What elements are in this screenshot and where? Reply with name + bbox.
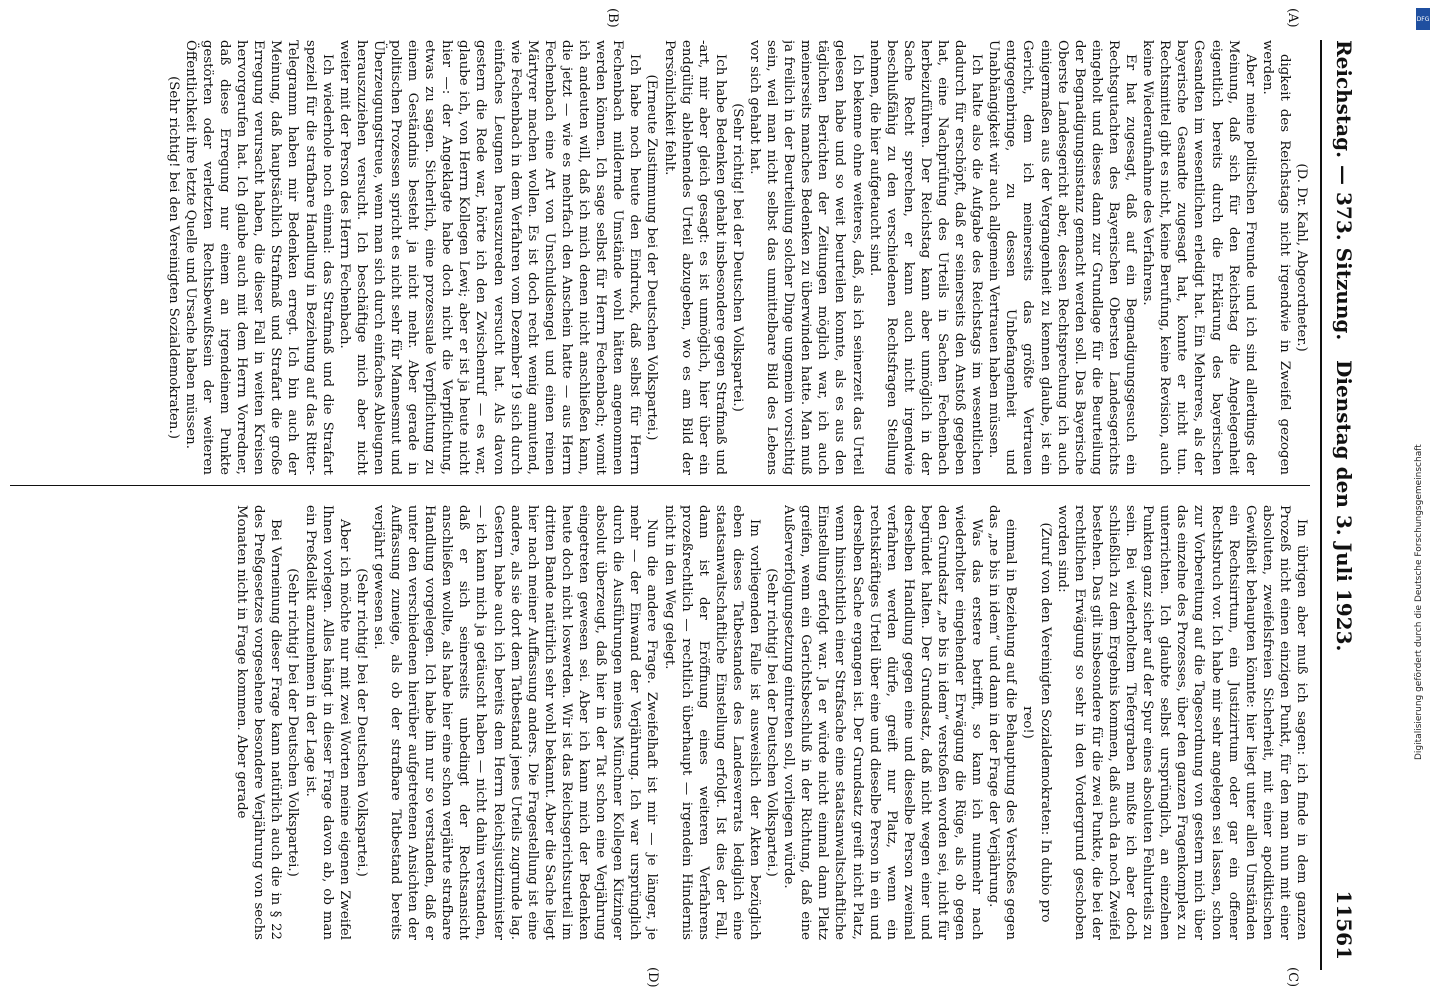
header-left: Reichstag. — 373. Sitzung. (1332, 40, 1356, 341)
page-header (1320, 40, 1362, 970)
paragraph: (D. Dr. Kahl, Abgeordneter.) (1294, 163, 1309, 352)
paragraph: (Sehr richtig! bei der Deutschen Volkspartei.) (353, 568, 369, 877)
paragraph: Ich halte also die Aufgabe des Reichstags im wesentlichen dadurch für erschöpft, daß er seinerseits den Anstoß gegeben hat, eine Nachprüfung des Urteils in Sachen Fechenbach herbeizuführen. Der Reichstag kann aber unmöglich in der Sache Recht sprechen, er kann auch nicht irgendwie beschlußfähig zu den verschiedenen Rechtsfragen Stellung nehmen, die hier aufgetaucht sind. (866, 40, 985, 475)
paragraph: (Sehr richtig! bei der Deutschen Volkspartei.) (764, 568, 780, 877)
paragraph: Er hat zugesagt, daß auf ein Begnadigungsgesuch ein Rechtsgutachten des Bayerischen Obersten Landesgerichts eingeholt und dieses dann zur Grundlage für die Beurteilung der Begnadigungsinstanz gemacht werden soll. Das Bayerische Oberste Landesgericht aber, dessen Rechtsprechung ich auch einigermaßen aus der Vergangenheit zu kennen glaube, ist ein Gericht, dem ich meinerseits das größte Vertrauen entgegenbringe, zu dessen Unbefangenheit und Unabhängigkeit wir auch allgemein Vertrauen haben müssen. (986, 40, 1139, 475)
paragraph: (Sehr richtig! bei der Deutschen Volkspartei.) (729, 103, 745, 412)
digitization-credit: Digitalisierung gefördert durch die Deutsche Forschungsgemeinschaft (1414, 444, 1424, 760)
paragraph: (Erneute Zustimmung bei der Deutschen Volkspartei.) (644, 74, 660, 441)
column-divider (10, 485, 1310, 486)
paragraph: Ich habe Bedenken gehabt insbesondere gegen Strafmaß und -art, mir aber gleich gesagt: es ist unmöglich, hier über ein endgültig ablehnendes Urteil abzugeben, wo es am Bild der Persönlichkeit fehlt. (661, 40, 728, 475)
paragraph: Ich habe noch heute den Eindruck, daß selbst für Herrn Fechenbach mildernde Umstände wohl hätten angenommen werden können. Ich sage selbst für Herrn Fechenbach; womit ich andeuten will, daß ich mich denen nicht anschließen kann, die jetzt — wie es mehrfach den Anschein hatte — aus Herrn Fechenbach eine Art von Unschuldsengel und einen reinen Märtyrer machen wollen. Es ist doch recht wenig anmutend, wie Fechenbach in dem Verfahren vom Dezember 19 sich durch einfaches Leugnen herauszureden versucht hat. Als davon gestern die Rede war, hörte ich den Zwischenruf — es war, glaube ich, von Herrn Kollegen Lewi; aber er ist ja heute nicht hier —: der Angeklagte habe doch nicht die Verpflichtung, etwas zu sagen. Sicherlich, eine prozessuale Verpflichtung zu einem Geständnis besteht ja nicht mehr. Aber gerade in politischen Prozessen spricht es nicht sehr für Mannesmut und Überzeugungstreue, wenn man sich durch einfaches Ableugnen herauszuziehen versucht. Ich beschäftige mich aber nicht weiter mit der Person des Herrn Fechenbach. (336, 40, 643, 475)
paragraph: Bei Verneinung dieser Frage kann natürlich auch die in § 22 des Preßgesetzes vorgesehene besondere Verjährung von sechs Monaten nicht in Frage kommen. Aber gerade (234, 505, 284, 940)
text-column-right (10, 505, 1310, 940)
dfg-logo: DFG (1416, 8, 1430, 30)
paragraph: (Sehr richtig! bei der Deutschen Volkspartei.) (285, 568, 301, 877)
paragraph: Was das erstere betrifft, so kann ich nunmehr nach wiederholter eingehender Erwägung die Rüge, als ob gegen den Grundsatz „ne bis in idem“ verstoßen worden sei, nicht für begründet halten. Der Grundsatz, daß nicht wegen einer und derselben Handlung gegen eine und dieselbe Person zweimal verfahren werden dürfe, greift nur Platz, wenn ein rechtskräftiges Urteil über eine und dieselbe Person in ein und derselben Sache ergangen ist. Der Grundsatz greift nicht Platz, wenn hinsichtlich einer Strafsache eine staatsanwaltschaftliche Einstellung erfolgt war. Ja er würde nicht einmal dann Platz greifen, wenn ein Gerichtsbeschluß in der Richtung, daß eine Außerverfolgungsetzung eintreten soll, vorliegen würde. (781, 505, 985, 940)
margin-mark-c: (C) (1285, 967, 1300, 988)
paragraph: Aber ich möchte nur mit zwei Worten meine eigenen Zweifel Ihnen vorlegen. Alles hängt in dieser Frage davon ab, ob man ein Preßdelikt anzunehmen in der Lage ist. (302, 505, 352, 940)
margin-mark-d: (D) (645, 967, 660, 988)
paragraph: Ich wiederhole noch einmal: das Strafmaß und die Strafart speziell für die strafbare Handlung in Beziehung auf das Ritter-Telegramm haben mir Bedenken erregt. Ich bin auch der Meinung, daß hauptsächlich Strafmaß und Strafart die große Erregung verursacht haben, die dieser Fall in weiten Kreisen hervorgerufen hat. Ich glaube auch mit dem Herrn Vorredner, daß diese Erregung nur einem an irgendeinem Punkte gestörten oder verletzten Rechtsbewußtsein der weiteren Öffentlichkeit ihre letzte Quelle und Ursache haben müssen. (182, 40, 335, 475)
paragraph: Im vorliegenden Falle ist ausweislich der Akten bezüglich eben dieses Tatbestandes des Landesverrats lediglich eine staatsanwaltschaftliche Einstellung erfolgt. Ist dies der Fall, dann ist der Eröffnung eines weiteren Verfahrens prozeßrechtlich — rechtlich überhaupt — irgendein Hindernis nicht in den Weg gelegt. (661, 505, 762, 940)
paragraph: digkeit des Reichstags nicht irgendwie in Zweifel gezogen werden. (1259, 40, 1292, 475)
paragraph: Im übrigen aber muß ich sagen: ich finde in dem ganzen Prozeß nicht einen einzigen Punkt, für den man nun mit einer absoluten, zweifelsfreien Sicherheit, mit einer apodiktischen Gewißheit behaupten könnte: hier liegt unter allen Umständen ein Rechtsirrtum, ein Justizirrtum oder gar ein offener Rechtsbruch vor. Ich habe mir sehr angelegen sei lassen, schon zur Vorbereitung auf die Tagesordnung von gestern mich über das einzelne des Prozesses, über den ganzen Fragenkomplex zu unterrichten. Ich glaubte selbst ursprünglich, an einzelnen Punkten ganz sicher auf der Spur eines absoluten Fehlurteils zu sein. Bei wiederholtem Tiefergraben mußte ich aber doch schließlich zu dem Ergebnis kommen, daß auch da noch Zweifel bestehen. Das gilt insbesondere für die zwei Punkte, die bei der rechtlichen Erwägung so sehr in den Vordergrund geschoben worden sind: (1054, 505, 1309, 940)
margin-mark-a: (A) (1285, 8, 1300, 28)
paragraph: Ich bekenne ohne weiteres, daß, als ich seinerzeit das Urteil gelesen habe und so weit beurteilen konnte, als es aus den täglichen Berichten der Zeitungen möglich war, ich auch meinerseits manches Bedenken zu überwinden hatte. Man muß ja freilich in der Beurteilung solcher Dinge ungemein vorsichtig sein, weil man nicht selbst das unmittelbare Bild des Lebens vor sich gehabt hat. (747, 40, 865, 475)
margin-mark-b: (B) (605, 8, 620, 28)
paragraph: (Zuruf von den Vereinigten Sozialdemokraten: In dubio pro reo!) (1020, 522, 1053, 923)
paragraph: Nun die andere Frage. Zweifelhaft ist mir — je länger, je mehr — der Einwand der Verjährung. Ich war ursprünglich durch die Ausführungen meines Münchner Kollegen Kitzinger absolut überzeugt, daß hier in der Tat schon eine Verjährung eingetreten gewesen sei. Aber ich kann mich der Bedenken heute doch nicht loswerden. Wir ist das Reichsgerichtsurteil im dritten Bande natürlich sehr wohl bekannt. Aber die Sache liegt hier nach meiner Auffassung anders. Die Fragestellung ist eine andere, als sie dort dem Tatbestand jenes Urteils zugrunde lag. Gestern habe auch ich bereits dem Herrn Reichsjustizminister — ich kann mich ja getäuscht haben — nicht dahin verstanden, daß er sich seinerseits unbedingt der Rechtsansicht anschließen wollte, als habe hier eine schon verjährte strafbare Handlung vorgelegen. Ich habe ihn nur so verstanden, daß er unter den verschiedenen hierüber aufgetretenen Ansichten der Auffassung zuneige, als ob der strafbare Tatbestand bereits verjährt gewesen sei. (370, 505, 660, 940)
paragraph: einmal in Beziehung auf die Behauptung des Verstoßes gegen das „ne bis in idem“ und dann in der Frage der Verjährung. (986, 505, 1019, 940)
text-column-left (10, 40, 1310, 475)
paragraph: Aber meine politischen Freunde und ich sind allerdings der Meinung, daß sich für den Reichstag die Angelegenheit eigentlich bereits durch die Erklärung des bayerischen Gesandten im wesentlichen erledigt hat. Ein Mehreres, als der bayerische Gesandte zugesagt hat, konnte er nicht tun. Rechtsmittel gibt es nicht, keine Berufung, keine Revision, auch keine Wiederaufnahme des Verfahrens. (1140, 40, 1258, 475)
header-date: Dienstag den 3. Juli 1923. (1332, 360, 1356, 652)
page-number: 11561 (1332, 890, 1356, 960)
paragraph: (Sehr richtig! bei den Vereinigten Sozialdemokraten.) (165, 76, 181, 439)
